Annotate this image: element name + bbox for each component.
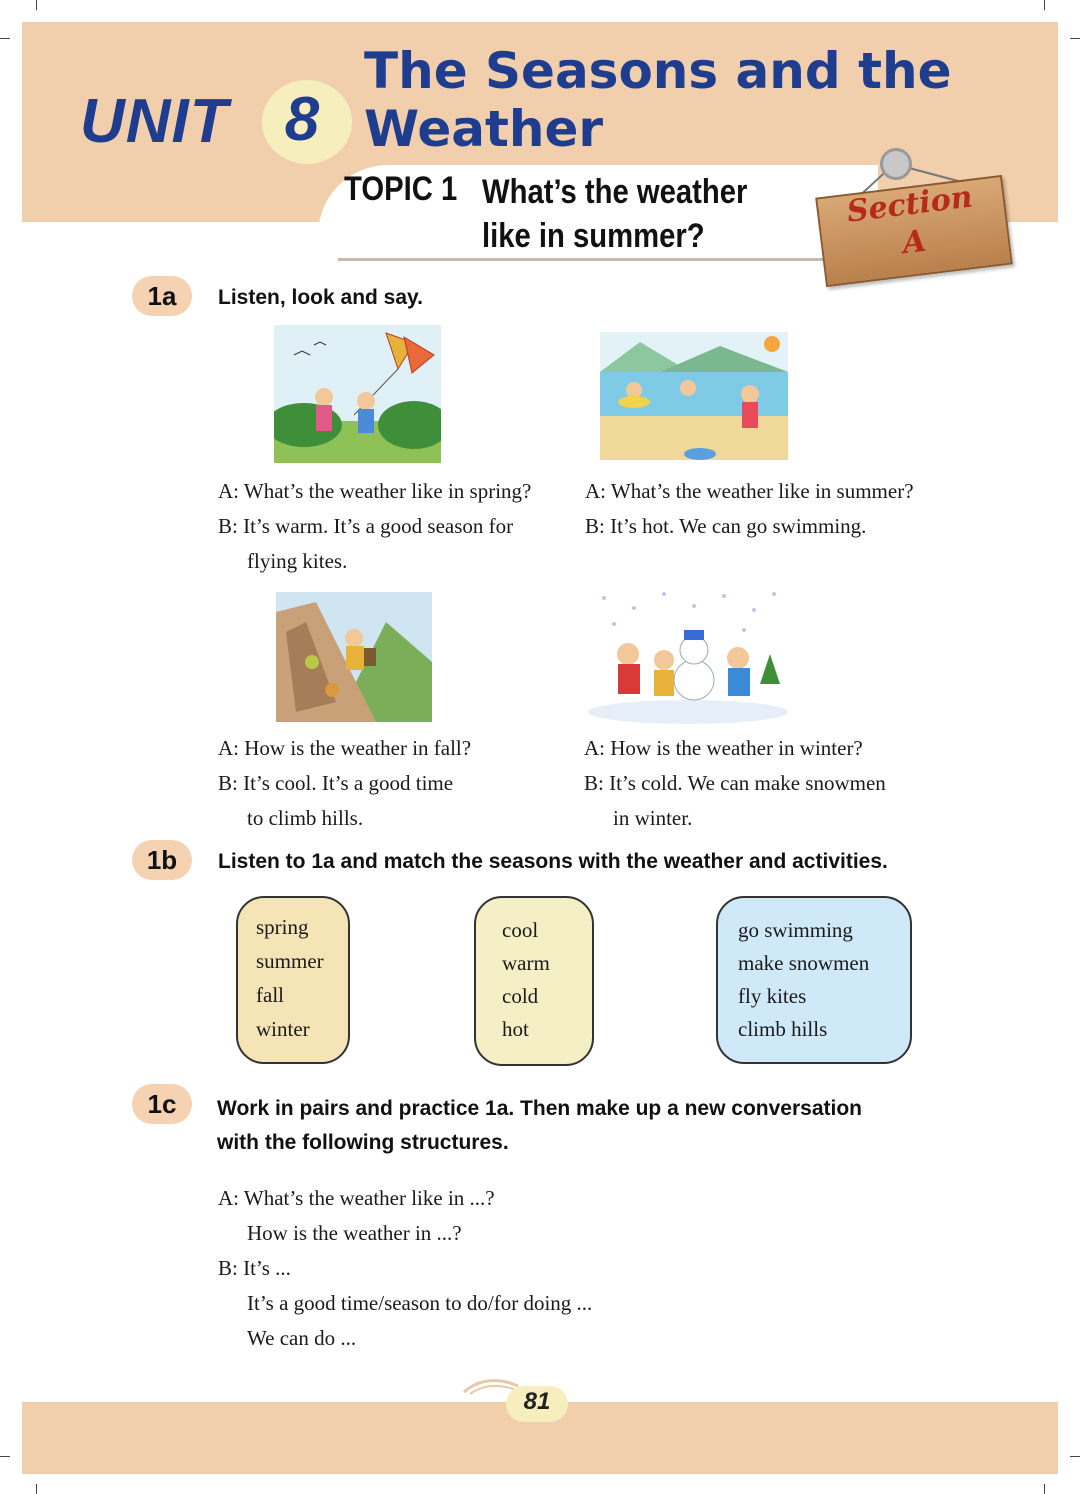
dialog-winter-b2: in winter. — [613, 806, 693, 830]
crop-mark — [0, 1456, 10, 1457]
structure-line: B: It’s ... — [218, 1256, 291, 1280]
season-item: spring — [256, 915, 309, 939]
dialog-winter-b1: B: It’s cold. We can make snowmen — [584, 771, 886, 795]
crop-mark — [1070, 1456, 1080, 1457]
dialog-spring — [218, 474, 531, 579]
dialog-summer-b1: B: It’s hot. We can go swimming. — [585, 514, 867, 538]
dialog-fall — [218, 731, 471, 836]
topic-question-line1: What’s the weather — [482, 173, 748, 211]
seasons-box — [236, 896, 350, 1064]
crop-mark — [0, 38, 10, 39]
activity-item: climb hills — [738, 1017, 828, 1041]
structures-list — [218, 1181, 592, 1356]
unit-title-line2: Weather — [364, 100, 604, 158]
season-item: fall — [256, 983, 284, 1007]
dialog-fall-b1: B: It’s cool. It’s a good time — [218, 771, 454, 795]
dialog-winter-a: A: How is the weather in winter? — [584, 736, 863, 760]
instruction-1c-line1: Work in pairs and practice 1a. Then make up a new conversation — [217, 1097, 862, 1120]
beach-swimming-picture — [600, 332, 788, 460]
structure-line: A: What’s the weather like in ...? — [218, 1186, 495, 1210]
weather-item: hot — [502, 1017, 529, 1041]
weather-box — [474, 896, 594, 1066]
dialog-spring-b1: B: It’s warm. It’s a good season for — [218, 514, 514, 538]
activities-box — [716, 896, 912, 1064]
crop-mark — [1044, 1484, 1045, 1494]
hill-climbing-picture — [276, 592, 432, 722]
activity-item: make snowmen — [738, 951, 870, 975]
season-item: summer — [256, 949, 324, 973]
topic-label: TOPIC 1 — [344, 170, 458, 208]
unit-label: UNIT — [80, 87, 229, 156]
crop-mark — [36, 1484, 37, 1494]
dialog-fall-a: A: How is the weather in fall? — [218, 736, 472, 760]
topic-question-line2: like in summer? — [482, 217, 705, 255]
pin-icon — [880, 148, 912, 180]
topic-underline — [338, 258, 823, 261]
dialog-spring-a: A: What’s the weather like in spring? — [218, 479, 532, 503]
dialog-spring-b2: flying kites. — [247, 549, 348, 573]
snowman-picture — [584, 584, 792, 724]
instruction-1c-line2: with the following structures. — [217, 1131, 509, 1154]
season-item: winter — [256, 1017, 310, 1041]
dialog-summer — [585, 474, 914, 544]
section-word: Section — [844, 179, 975, 230]
unit-number: 8 — [284, 85, 320, 154]
weather-item: cold — [502, 984, 539, 1008]
instruction-1c — [217, 1092, 977, 1160]
crop-mark — [1070, 38, 1080, 39]
dialog-fall-b2: to climb hills. — [247, 806, 364, 830]
instruction-1a: Listen, look and say. — [218, 286, 423, 309]
dialog-summer-a: A: What’s the weather like in summer? — [585, 479, 914, 503]
exercise-label-1a: 1a — [132, 276, 192, 316]
weather-item: cool — [502, 918, 539, 942]
structure-line: It’s a good time/season to do/for doing ... — [247, 1291, 593, 1315]
crop-mark — [36, 0, 37, 10]
topic-question — [482, 170, 747, 258]
structure-line: We can do ... — [247, 1326, 357, 1350]
kite-flying-picture — [274, 325, 441, 463]
unit-title-line1: The Seasons and the — [364, 42, 952, 100]
activity-item: go swimming — [738, 918, 853, 942]
crop-mark — [1044, 0, 1045, 10]
page-number: 81 — [523, 1388, 551, 1415]
exercise-label-1b: 1b — [132, 840, 192, 880]
dialog-winter — [584, 731, 886, 836]
weather-item: warm — [502, 951, 550, 975]
activity-item: fly kites — [738, 984, 807, 1008]
instruction-1b: Listen to 1a and match the seasons with the weather and activities. — [218, 850, 888, 873]
section-letter: A — [900, 223, 928, 262]
unit-title — [364, 42, 952, 158]
structure-line: How is the weather in ...? — [247, 1221, 462, 1245]
exercise-label-1c: 1c — [132, 1084, 192, 1124]
